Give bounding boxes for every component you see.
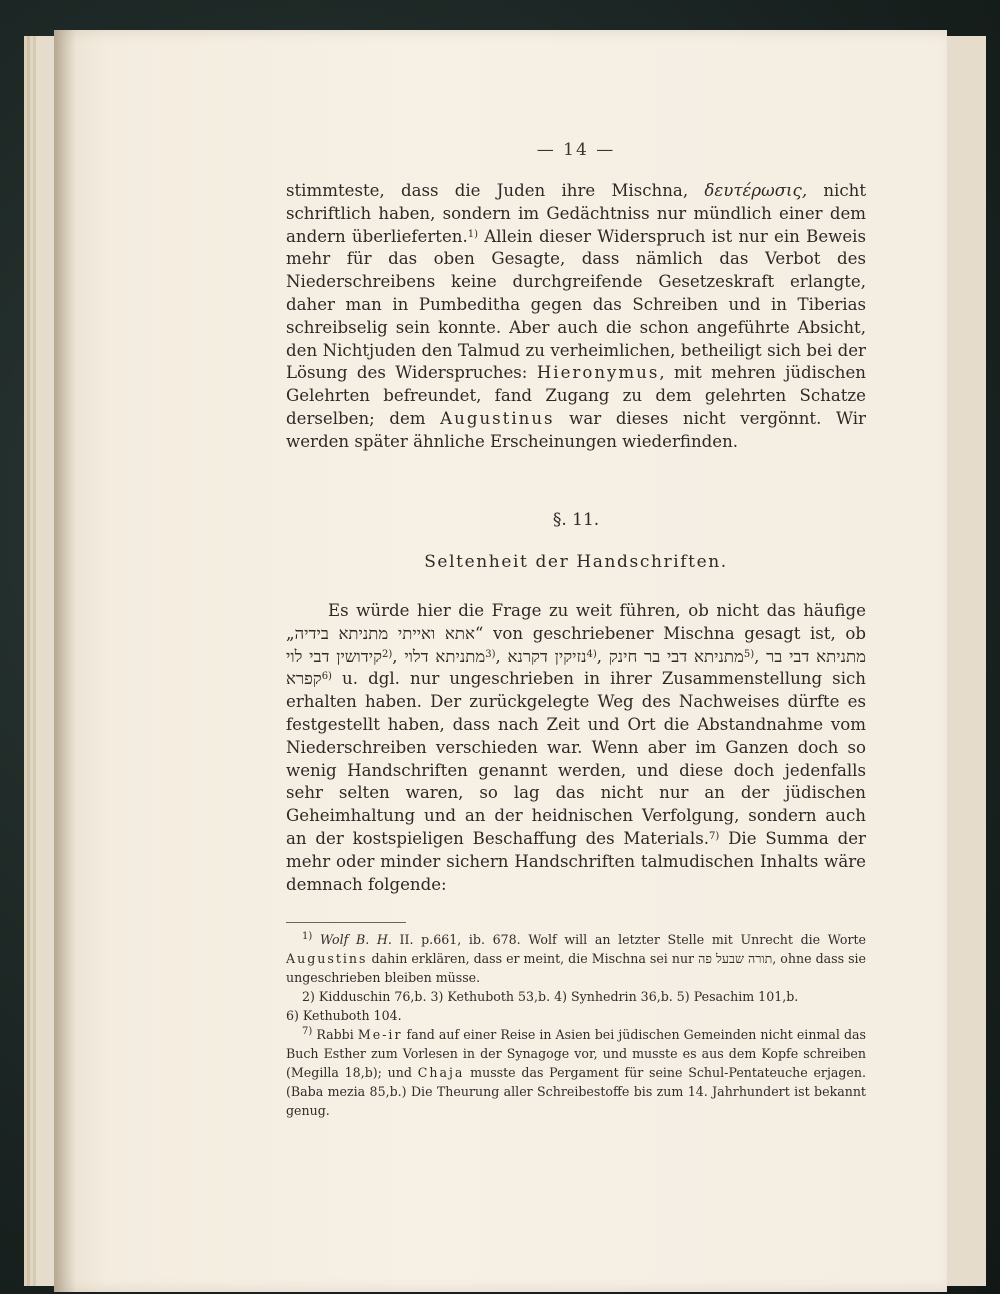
paragraph-2 [286,600,866,896]
footnote-7 [286,1025,866,1120]
fn7-text-c: musste das Pergament für seine Schul-Pentateuche erjagen. (Baba mezia 85,b.) Die Theurung aller Schreibestoffe bis zum 14. Jahrhundert ist bekannt genug. [286,1065,866,1118]
hebrew-bar-kappara: מתניתא דבי בר קפרא [286,646,866,689]
fn1-text-b: dahin erklären, dass er meint, die Mischna sei nur [367,951,699,966]
footnote-6: 6) Kethuboth 104. [286,1008,402,1023]
footnote-1 [286,930,866,987]
fn1-augustins: Augustins [286,951,368,966]
footnote-2-5: 2) Kidduschin 76,b. 3) Kethuboth 53,b. 4) Synhedrin 36,b. 5) Pesachim 101,b. [302,989,799,1004]
hebrew-mathnitha-levi: מתניתא דלוי [404,646,486,666]
footnote-divider [286,922,406,923]
section-title: Seltenheit der Handschriften. [424,552,728,572]
hebrew-kidduschin: קידושין דבי לוי [286,646,383,666]
gutter-shadow [54,30,76,1292]
footnote-ref-2: 2) [382,648,393,660]
fn1-hebrew: תורה שבעל פה [698,951,773,966]
fn7-meir: Me-ir [357,1027,403,1042]
name-hieronymus: Hieronymus [536,363,660,383]
fn1-number: 1) [302,931,313,942]
footnote-ref-4: 4) [586,648,597,660]
sep-1: , [392,646,405,666]
p2-text-b: “ von geschriebener Mischna gesagt ist, ob [474,623,866,643]
p1-text-b: nicht schriftlich haben, sondern im Gedächtniss nur mündlich einer dem andern überlieferten. [286,181,866,246]
hebrew-bar-chinak: מתניתא דבי בר חינק [608,646,744,666]
footnote-ref-5: 5) [743,648,755,660]
p2-text-a: Es würde hier die Frage zu weit führen, ob nicht das häufige „ [286,601,866,643]
sep-3: , [596,646,609,666]
hebrew-quote: אתא ואייתי מתניתא בידיה [294,623,475,643]
fn7-number: 7) [302,1026,313,1037]
footnote-ref-1: 1) [467,228,479,240]
p1-text-a: stimmteste, dass die Juden ihre Mischna, [286,181,705,200]
hebrew-nesikin: נזיקין דקרנא [507,646,587,666]
p1-text-d: , mit mehren jüdischen Gelehrten befreundet, fand Zugang zu dem gelehrten Schatze derselben; dem [286,363,866,428]
sep-2: , [495,646,508,666]
greek-word: δευτέρωσις, [704,181,808,200]
fn1-text-c: , ohne dass sie ungeschrieben bleiben müsse. [286,951,867,985]
fn7-chaja: Chaja [417,1065,465,1080]
fn1-author: Wolf B. H. [319,932,392,947]
footnote-ref-7: 7) [709,830,720,842]
paragraph-1 [286,180,866,454]
fn7-text-b: fand auf einer Reise in Asien bei jüdischen Gemeinden nicht einmal das Buch Esther zum Vorlesen in der Synagoge vor, und musste es aus dem Kopfe schreiben (Megilla 18,b); und [286,1027,866,1080]
p2-text-c: u. dgl. nur ungeschrieben in ihrer Zusammenstellung sich erhalten haben. Der zurückgelegte Weg des Nachweises dürfte es festgestellt haben, dass nach Zeit und Ort die Abstandnahme vom Niederschreiben verschieden war. Wenn aber im Ganzen doch so wenig Handschriften genannt werden, und diese doch jedenfalls sehr selten waren, so lag das nicht nur an der jüdischen Geheimhaltung und an der heidnischen Verfolgung, sondern auch an der kostspieligen Beschaffung des Materials. [286,669,866,848]
p1-text-c: Allein dieser Widerspruch ist nur ein Beweis mehr für das oben Gesagte, dass nämlich das Verbot des Niederschreibens keine durchgreifende Gesetzeskraft erlangte, daher man in Pumbeditha gegen das Schreiben und in Tiberias schreibselig sein konnte. Aber auch die schon angeführte Absicht, den Nichtjuden den Talmud zu verheimlichen, betheiligt sich bei der Lösung des Widerspruches: [286,226,866,383]
p2-text-d: Die Summa der mehr oder minder sichern Handschriften talmudischen Inhalts wäre demnach folgende: [286,828,866,894]
section-number: §. 11. [552,510,600,530]
p1-text-e: war dieses nicht vergönnt. Wir werden später ähnliche Erscheinungen wiederfinden. [286,408,866,451]
footnotes [286,930,866,1120]
fn7-text-a: Rabbi [312,1027,358,1042]
fn1-text-a: II. p.661, ib. 678. Wolf will an letzter Stelle mit Unrecht die Worte [391,932,866,947]
sep-4: , [754,646,767,666]
page-number: — 14 — [536,140,616,160]
footnote-ref-3: 3) [485,648,496,660]
footnote-ref-6: 6) [321,671,332,683]
name-augustinus: Augustinus [440,408,555,428]
